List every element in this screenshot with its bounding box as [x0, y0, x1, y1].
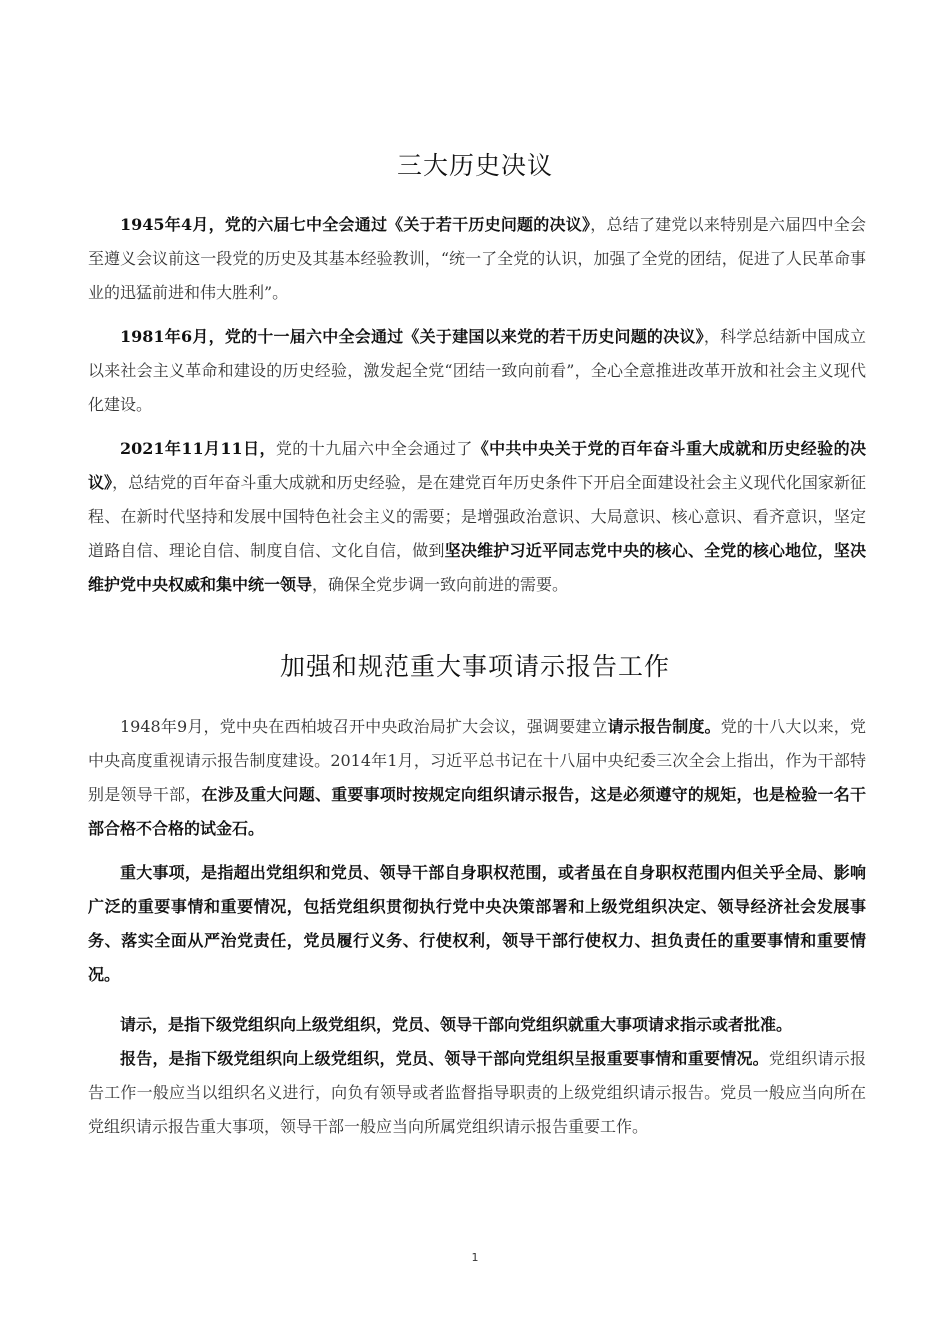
- bold-text: 请示报告制度。: [607, 717, 721, 736]
- page-number: 1: [471, 1251, 479, 1264]
- bold-text: 重大事项，是指超出党组织和党员、领导干部自身职权范围，或者虽在自身职权范围内但关乎全局、影响广泛的重要事情和重要情况，包括党组织贯彻执行党中央决策部署和上级党组织决定、领导经济社会发展事务、落实全面从严治党责任，党员履行义务、行使权利，领导干部行使权力、担负责任的重要事情和重要情况。: [88, 863, 866, 984]
- paragraph-2021-resolution: [88, 432, 866, 602]
- body-text: 1948年9月，党中央在西柏坡召开中央政治局扩大会议，强调要建立: [120, 717, 608, 736]
- bold-text: 请示，是指下级党组织向上级党组织，党员、领导干部向党组织就重大事项请求指示或者批准。: [120, 1015, 793, 1034]
- paragraph-1981-resolution: [88, 320, 866, 422]
- paragraph-1945-resolution: [88, 208, 866, 310]
- paragraph-report-definition: [88, 1042, 866, 1144]
- body-text: 党组织请示报告工作一般应当以组织名义进行，向负有领导或者监督指导职责的上级党组织请示报告。党员一般应当向所在党组织请示报告重大事项，领导干部一般应当向所属党组织请示报告重要工作。: [88, 1049, 866, 1136]
- bold-text: 1981年6月，党的十一届六中全会通过《关于建国以来党的若干历史问题的决议》: [120, 327, 704, 346]
- body-text: ，确保全党步调一致向前进的需要。: [312, 575, 569, 594]
- section-title-reporting-work: 加强和规范重大事项请示报告工作: [279, 652, 670, 681]
- bold-text: 《中共中央关于党的百年奋斗重大成就和历史经验的决议》: [88, 439, 866, 492]
- body-text: 党的十九届六中全会通过了: [275, 439, 473, 458]
- paragraph-major-matters-definition: [88, 856, 866, 992]
- body-text: ，科学总结新中国成立以来社会主义革命和建设的历史经验，激发起全党“团结一致向前看”，全心全意推进改革开放和社会主义现代化建设。: [88, 327, 866, 414]
- bold-text: 2021年11月11日，: [120, 439, 276, 458]
- bold-text: 1945年4月，党的六届七中全会通过《关于若干历史问题的决议》: [120, 215, 591, 234]
- body-text: 党的十八大以来，党中央高度重视请示报告制度建设。2014年1月，习近平总书记在十八届中央纪委三次全会上指出，作为干部特别是领导干部，: [88, 717, 866, 804]
- body-text: ，总结党的百年奋斗重大成就和历史经验，是在建党百年历史条件下开启全面建设社会主义现代化国家新征程、在新时代坚持和发展中国特色社会主义的需要；是增强政治意识、大局意识、核心意识、看齐意识，坚定道路自信、理论自信、制度自信、文化自信，做到: [88, 473, 866, 560]
- bold-text: 报告，是指下级党组织向上级党组织，党员、领导干部向党组织呈报重要事情和重要情况。: [120, 1049, 769, 1068]
- bold-text: 坚决维护习近平同志党中央的核心、全党的核心地位，坚决维护党中央权威和集中统一领导: [88, 541, 866, 594]
- paragraph-request-definition: [88, 1008, 866, 1042]
- paragraph-reporting-system: [88, 710, 866, 846]
- body-text: ，总结了建党以来特别是六届四中全会至遵义会议前这一段党的历史及其基本经验教训，“统一了全党的认识，加强了全党的团结，促进了人民革命事业的迅猛前进和伟大胜利”。: [88, 215, 866, 302]
- section-title-historical-resolutions: 三大历史决议: [396, 151, 553, 180]
- bold-text: 在涉及重大问题、重要事项时按规定向组织请示报告，这是必须遵守的规矩，也是检验一名干部合格不合格的试金石。: [88, 785, 866, 838]
